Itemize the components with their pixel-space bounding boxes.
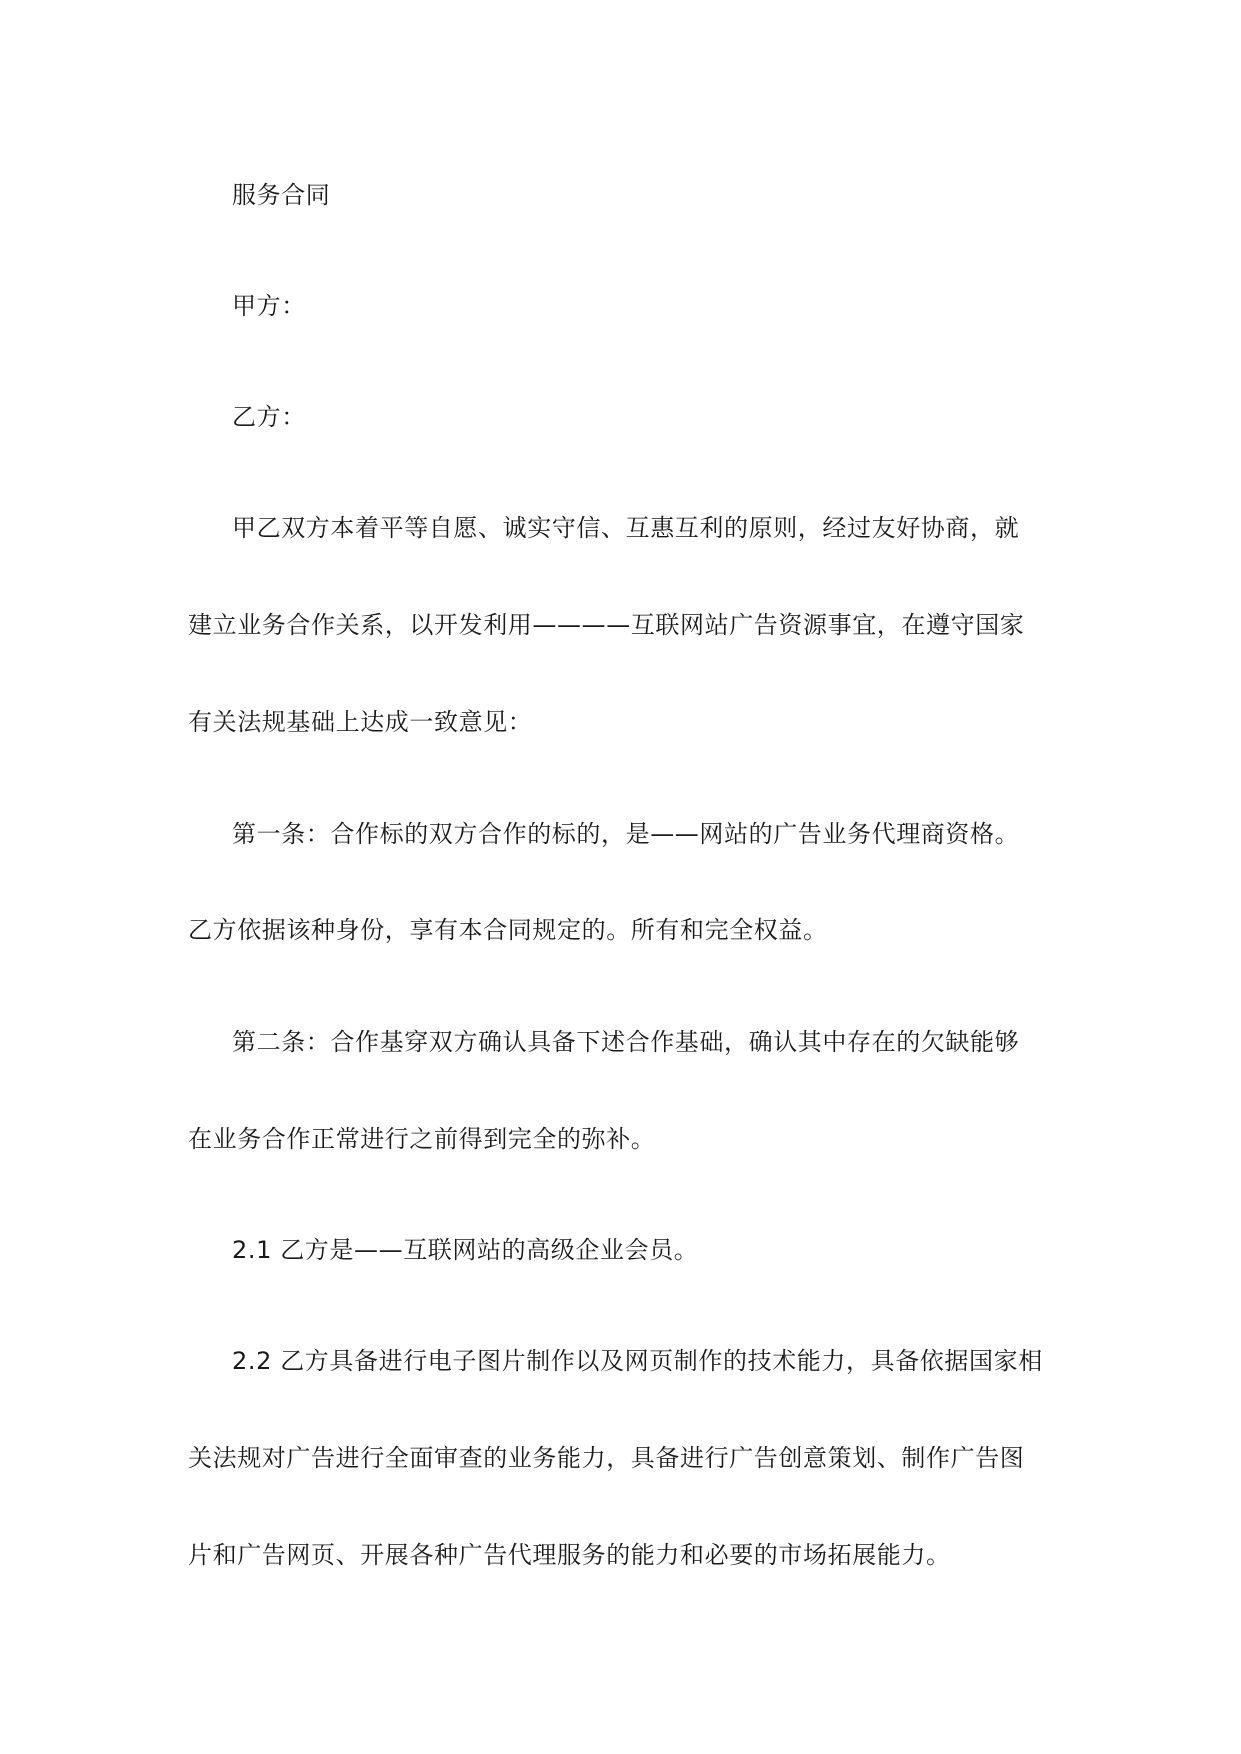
clause-2-1: 2.1 乙方是——互联网站的高级企业会员。 bbox=[232, 1236, 699, 1264]
article-1-line: 第一条：合作标的双方合作的标的，是——网站的广告业务代理商资格。 bbox=[232, 820, 1020, 848]
document-title: 服务合同 bbox=[232, 181, 331, 209]
party-a-label: 甲方： bbox=[232, 292, 306, 320]
intro-paragraph-line: 甲乙双方本着平等自愿、诚实守信、互惠互利的原则，经过友好协商，就 bbox=[232, 514, 1020, 542]
intro-paragraph-line: 建立业务合作关系，以开发利用————互联网站广告资源事宜，在遵守国家 bbox=[188, 611, 1025, 639]
article-2-line: 第二条：合作基穿双方确认具备下述合作基础，确认其中存在的欠缺能够 bbox=[232, 1028, 1020, 1056]
clause-2-2-line: 2.2 乙方具备进行电子图片制作以及网页制作的技术能力，具备依据国家相 bbox=[232, 1347, 1043, 1375]
clause-2-2-line: 片和广告网页、开展各种广告代理服务的能力和必要的市场拓展能力。 bbox=[188, 1541, 951, 1569]
article-2-line: 在业务合作正常进行之前得到完全的弥补。 bbox=[188, 1125, 656, 1153]
intro-paragraph-line: 有关法规基础上达成一致意见： bbox=[188, 708, 533, 736]
article-1-line: 乙方依据该种身份，享有本合同规定的。所有和完全权益。 bbox=[188, 916, 828, 944]
party-b-label: 乙方： bbox=[232, 403, 306, 431]
clause-2-2-line: 关法规对广告进行全面审查的业务能力，具备进行广告创意策划、制作广告图 bbox=[188, 1444, 1025, 1472]
